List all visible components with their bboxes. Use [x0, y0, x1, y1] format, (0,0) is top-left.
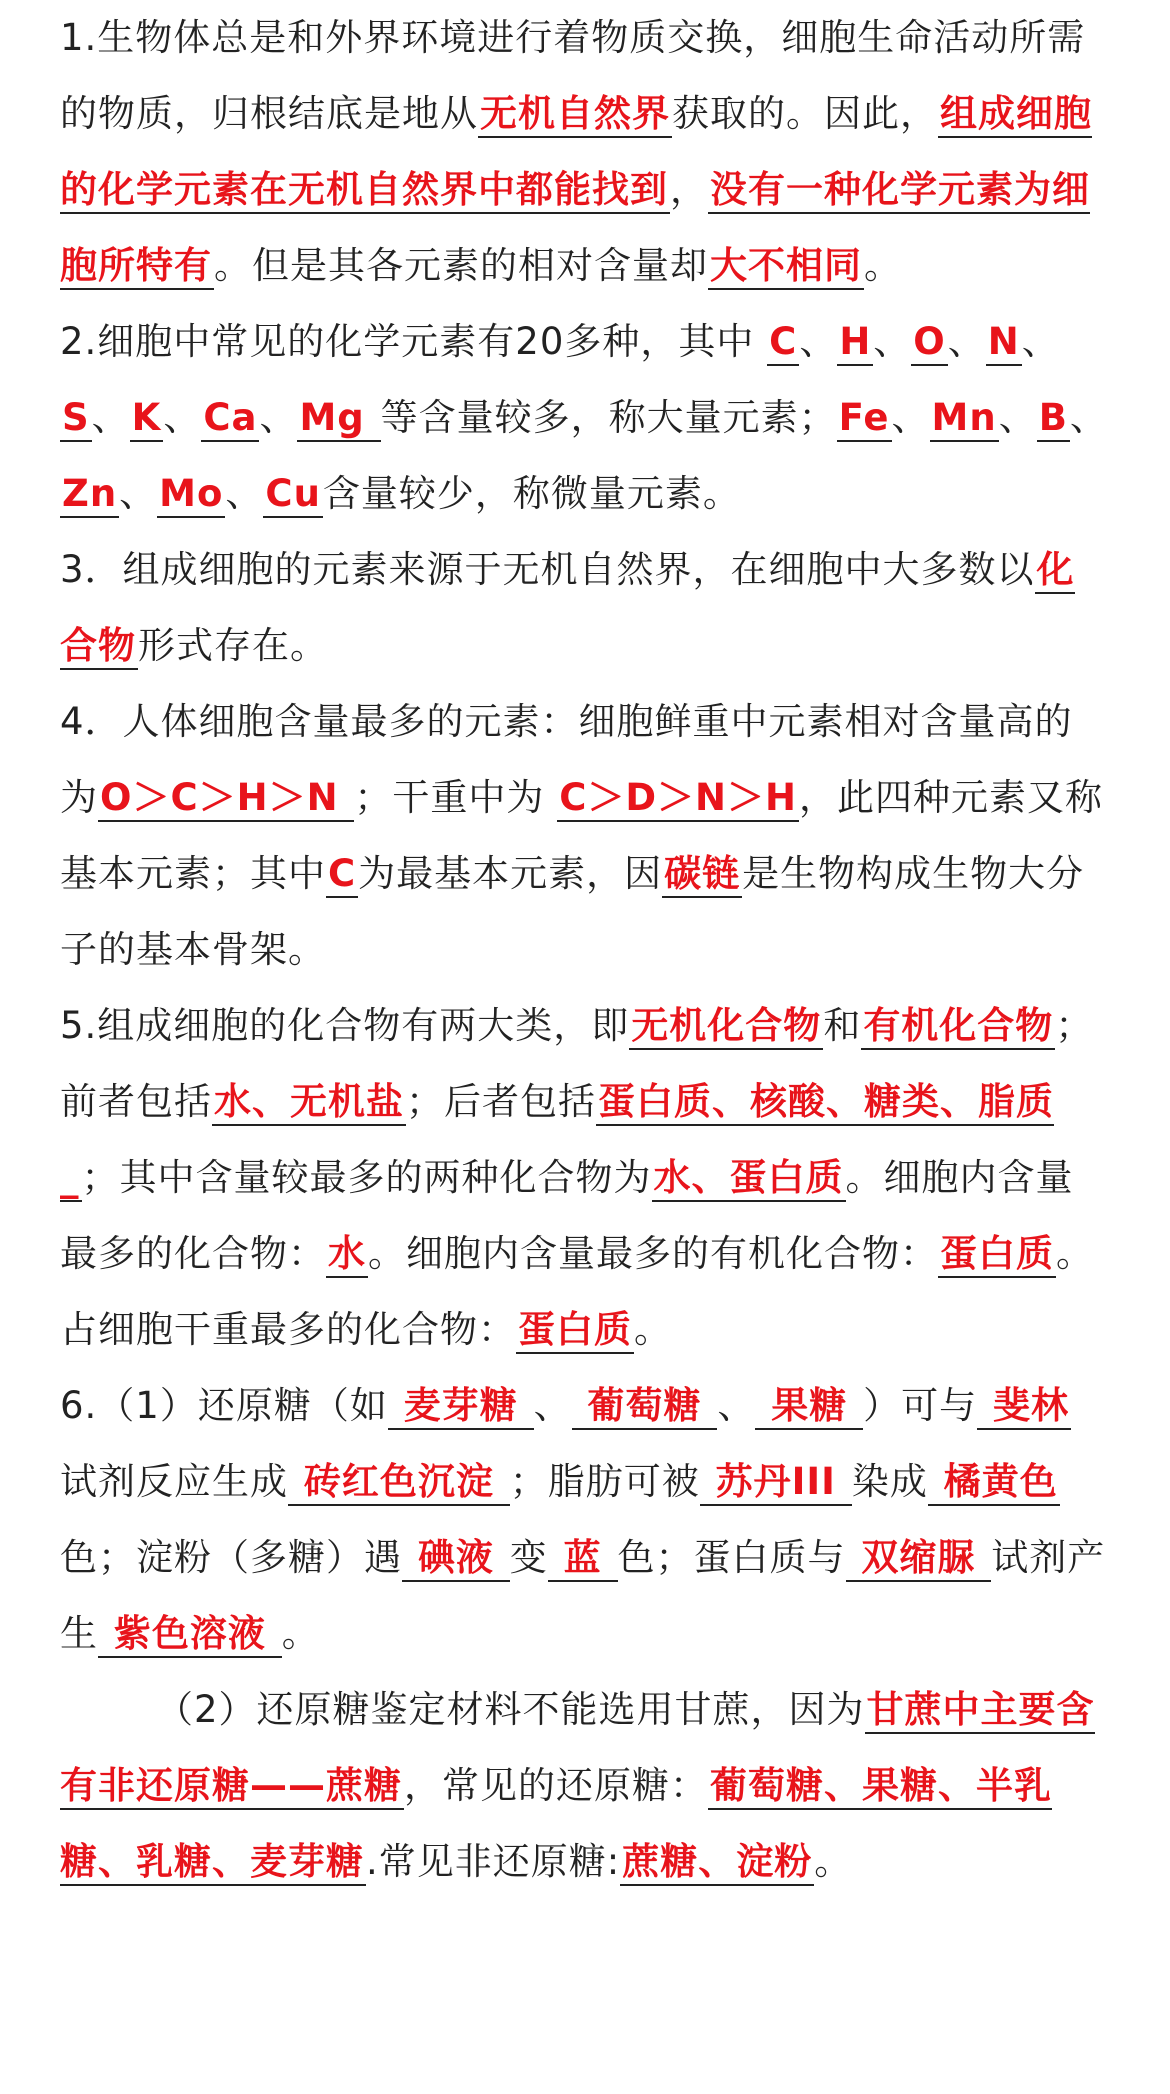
body-text: 4．人体细胞含量最多的元素：细胞鲜重中元素相对含量高的为 — [60, 700, 1073, 819]
paragraph-3 — [60, 532, 1110, 684]
answer-blank: 果糖 — [755, 1384, 863, 1430]
body-text: ；后者包括 — [406, 1080, 596, 1123]
body-text: 色；蛋白质与 — [617, 1536, 846, 1579]
body-text: 。细胞内含量最多的有机化合物： — [368, 1232, 938, 1275]
answer-blank: 蛋白质、核酸、糖类、脂质_ — [60, 1080, 1054, 1202]
answer-blank: 橘黄色 — [928, 1460, 1060, 1506]
body-text: 、 — [717, 1384, 756, 1427]
answer-blank: B — [1037, 396, 1070, 442]
answer-blank: Mo — [157, 472, 225, 518]
answer-blank: C — [326, 852, 358, 898]
answer-blank: 甘蔗中主要含有非还原糖——蔗糖 — [60, 1688, 1095, 1810]
body-text: 。 — [634, 1308, 672, 1351]
body-text: ；干重中为 — [354, 776, 558, 819]
body-text: 等含量较多，称大量元素； — [380, 396, 837, 439]
answer-blank: 无机自然界 — [478, 92, 672, 138]
answer-blank: 斐林 — [977, 1384, 1071, 1430]
answer-blank: 蛋白质 — [516, 1308, 634, 1354]
body-text: 、 — [998, 396, 1037, 439]
body-text: .常见非还原糖: — [366, 1840, 621, 1883]
body-text: ；其中含量较最多的两种化合物为 — [81, 1156, 652, 1199]
answer-blank: 无机化合物 — [629, 1004, 823, 1050]
body-text: 、 — [533, 1384, 572, 1427]
body-text: 、 — [947, 320, 986, 363]
answer-blank: 麦芽糖 — [388, 1384, 534, 1430]
body-text: 。 — [814, 1840, 853, 1883]
paragraph-6-2 — [60, 1672, 1110, 1900]
answer-blank: C — [767, 320, 799, 366]
answer-blank: 苏丹III — [700, 1460, 852, 1506]
body-text: ，此四种元素又称基本元素；其中 — [60, 776, 1103, 895]
answer-blank: Mg — [297, 396, 380, 442]
answer-blank: 有机化合物 — [861, 1004, 1055, 1050]
answer-blank: Mn — [930, 396, 999, 442]
body-text: 6.（1）还原糖（如 — [60, 1384, 388, 1427]
body-text: 5.组成细胞的化合物有两大类，即 — [60, 1004, 630, 1047]
answer-blank: N — [986, 320, 1022, 366]
body-text: （2）还原糖鉴定材料不能选用甘蔗，因为 — [156, 1688, 865, 1731]
body-text: 、 — [225, 472, 264, 515]
body-text: 试剂产生 — [60, 1536, 1106, 1655]
answer-blank: 水、蛋白质 — [652, 1156, 846, 1202]
answer-blank: Fe — [837, 396, 892, 442]
body-text: 1.生物体总是和外界环境进行着物质交换，细胞生命活动所需的物质，归根结底是地从 — [60, 16, 1086, 135]
answer-blank: K — [130, 396, 164, 442]
answer-blank: Ca — [201, 396, 259, 442]
body-text: ；前者包括 — [60, 1004, 1094, 1123]
body-text: 。但是其各元素的相对含量却 — [214, 244, 708, 287]
body-text: 染成 — [851, 1460, 928, 1503]
body-text: 。 — [281, 1612, 320, 1655]
body-text: ）可与 — [863, 1384, 978, 1427]
body-text: 、 — [891, 396, 930, 439]
answer-blank: O＞C＞H＞N — [98, 776, 354, 822]
answer-blank: O — [911, 320, 947, 366]
body-text: 、 — [1069, 396, 1108, 439]
body-text: 、 — [91, 396, 130, 439]
answer-blank: 砖红色沉淀 — [288, 1460, 510, 1506]
answer-blank: 化合物 — [60, 548, 1075, 670]
body-text: 、 — [873, 320, 912, 363]
answer-blank: 水、无机盐 — [212, 1080, 406, 1126]
answer-blank: 双缩脲 — [846, 1536, 992, 1582]
body-text: 、 — [163, 396, 202, 439]
answer-blank: Zn — [60, 472, 119, 518]
paragraph-4 — [60, 684, 1110, 988]
body-text: 、 — [799, 320, 838, 363]
paragraph-1 — [60, 0, 1110, 304]
answer-blank: 没有一种化学元素为细胞所特有 — [60, 168, 1090, 290]
answer-blank: 葡萄糖 — [572, 1384, 718, 1430]
body-text: 。细胞内含量最多的化合物： — [60, 1156, 1074, 1275]
body-text: 3．组成细胞的元素来源于无机自然界，在细胞中大多数以 — [60, 548, 1035, 591]
paragraph-5 — [60, 988, 1110, 1368]
body-text: 形式存在。 — [138, 624, 328, 667]
body-text: ， — [670, 168, 708, 211]
answer-blank: 水 — [326, 1232, 368, 1278]
body-text: 。占细胞干重最多的化合物： — [60, 1232, 1094, 1351]
body-text: 、 — [259, 396, 298, 439]
body-text: ，常见的还原糖： — [404, 1764, 708, 1807]
paragraph-6 — [60, 1368, 1110, 1672]
body-text: 含量较少，称微量元素。 — [322, 472, 741, 515]
body-text: 变 — [509, 1536, 548, 1579]
answer-blank: 葡萄糖、果糖、半乳糖、乳糖、麦芽糖 — [60, 1764, 1052, 1886]
body-text: 和 — [823, 1004, 862, 1047]
answer-blank: 碳链 — [662, 852, 742, 898]
answer-blank: Cu — [263, 472, 323, 518]
answer-blank: C＞D＞N＞H — [557, 776, 799, 822]
answer-blank: 组成细胞的化学元素在无机自然界中都能找到 — [60, 92, 1092, 214]
body-text: 、 — [119, 472, 158, 515]
body-text: 、 — [1021, 320, 1060, 363]
body-text: 2.细胞中常见的化学元素有20多种，其中 — [60, 320, 768, 363]
answer-blank: 碘液 — [402, 1536, 510, 1582]
body-text: 试剂反应生成 — [60, 1460, 288, 1503]
body-text: 为最基本元素，因 — [358, 852, 663, 895]
answer-blank: 蔗糖、淀粉 — [620, 1840, 814, 1886]
body-text: 色；淀粉（多糖）遇 — [60, 1536, 402, 1579]
body-text: 。 — [864, 244, 902, 287]
answer-blank: H — [837, 320, 873, 366]
answer-blank: 蓝 — [548, 1536, 618, 1582]
answer-blank: 蛋白质 — [938, 1232, 1056, 1278]
answer-blank: 大不相同 — [708, 244, 864, 290]
answer-blank: S — [60, 396, 92, 442]
answer-blank: 紫色溶液 — [98, 1612, 282, 1658]
body-text: 获取的。因此， — [672, 92, 938, 135]
paragraph-2 — [60, 304, 1110, 532]
body-text: 是生物构成生物大分子的基本骨架。 — [60, 852, 1085, 971]
body-text: ；脂肪可被 — [509, 1460, 700, 1503]
